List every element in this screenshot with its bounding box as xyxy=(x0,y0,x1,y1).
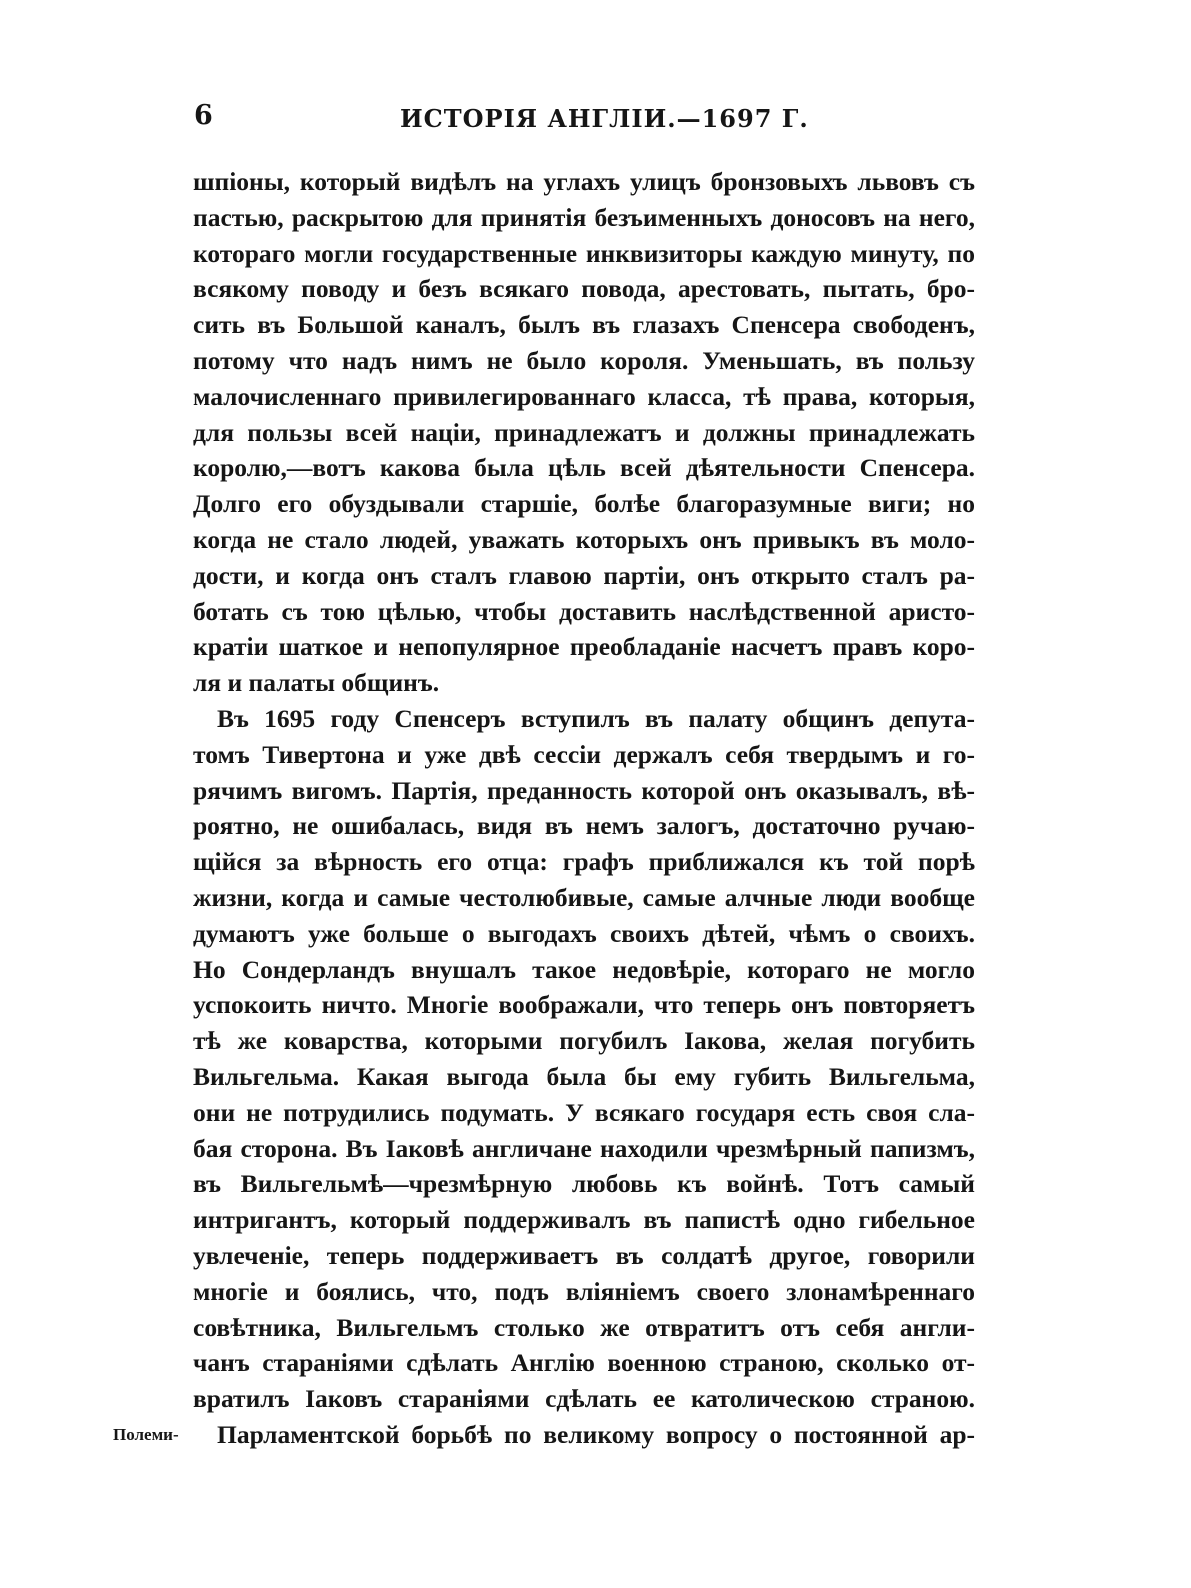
text-line: Вильгельма. Какая выгода была бы ему губить Вильгельма, xyxy=(193,1061,975,1091)
text-line: роятно, не ошибалась, видя въ немъ залогъ, достаточно ручаю- xyxy=(193,811,975,841)
text-line: ботать съ тою цѣлью, чтобы доставить наслѣдственной аристо- xyxy=(193,596,975,626)
text-line: многіе и боялись, что, подъ вліяніемъ своего злонамѣреннаго xyxy=(193,1276,975,1306)
text-line: шпіоны, который видѣлъ на углахъ улицъ бронзовыхъ львовъ съ xyxy=(193,167,975,196)
text-line: потому что надъ нимъ не было короля. Уменьшать, въ пользу xyxy=(193,345,975,375)
text-line: Парламентской борьбѣ по великому вопросу о постоянной ар- xyxy=(217,1419,975,1449)
text-line: дости, и когда онъ сталъ главою партіи, онъ открыто сталъ ра- xyxy=(193,560,975,590)
text-line: котораго могли государственные инквизиторы каждую минуту, по xyxy=(193,238,975,268)
text-line: бая сторона. Въ Іаковѣ англичане находили чрезмѣрный папизмъ, xyxy=(193,1133,975,1163)
margin-note: Полеми- xyxy=(113,1425,179,1444)
body-text xyxy=(193,164,975,1453)
text-line: щійся за вѣрность его отца: графъ приближался къ той порѣ xyxy=(193,847,975,877)
text-line: интригантъ, который поддерживалъ въ папистѣ одно гибельное xyxy=(193,1205,975,1235)
text-line: кратіи шаткое и непопулярное преобладаніе насчетъ правъ коро- xyxy=(193,632,975,662)
page-header xyxy=(0,100,1191,144)
text-line: рячимъ вигомъ. Партія, преданность которой онъ оказывалъ, вѣ- xyxy=(193,775,975,805)
text-line: Долго его обуздывали старшіе, болѣе благоразумные виги; но xyxy=(193,489,975,519)
text-line: успокоить ничто. Многіе воображали, что теперь онъ повторяетъ xyxy=(193,990,975,1020)
text-line: вратилъ Іаковъ стараніями сдѣлать ее католическою страною. xyxy=(193,1384,975,1414)
text-line: королю,—вотъ какова была цѣль всей дѣятельности Спенсера. xyxy=(193,453,975,483)
page-number: 6 xyxy=(194,100,213,131)
text-line: пастью, раскрытою для принятія безъименныхъ доносовъ на него, xyxy=(193,202,975,232)
text-line: сить въ Большой каналъ, былъ въ глазахъ Спенсера свободенъ, xyxy=(193,310,975,340)
text-line: Въ 1695 году Спенсеръ вступилъ въ палату общинъ депута- xyxy=(217,703,975,733)
text-line: когда не стало людей, уважать которыхъ онъ привыкъ въ моло- xyxy=(193,524,975,554)
text-line: малочисленнаго привилегированнаго класса, тѣ права, которыя, xyxy=(193,381,975,411)
text-line: Но Сондерландъ внушалъ такое недовѣріе, котораго не могло xyxy=(193,954,975,984)
text-line: увлеченіе, теперь поддерживаетъ въ солдатѣ другое, говорили xyxy=(193,1240,975,1270)
text-line: чанъ стараніями сдѣлать Англію военною страною, сколько от- xyxy=(193,1348,975,1378)
text-line: думаютъ уже больше о выгодахъ своихъ дѣтей, чѣмъ о своихъ. xyxy=(193,918,975,948)
text-line: для пользы всей націи, принадлежатъ и должны принадлежать xyxy=(193,417,975,447)
text-line: тѣ же коварства, которыми погубилъ Іакова, желая погубить xyxy=(193,1026,975,1056)
text-line: ля и палаты общинъ. xyxy=(193,668,440,698)
text-line: они не потрудились подумать. У всякаго государя есть своя сла- xyxy=(193,1097,975,1127)
text-line: совѣтника, Вильгельмъ столько же отвратитъ отъ себя англи- xyxy=(193,1312,975,1342)
text-line: жизни, когда и самые честолюбивые, самые алчные люди вообще xyxy=(193,882,975,912)
running-title: ИСТОРІЯ АНГЛІИ.—1697 Г. xyxy=(400,104,809,133)
text-line: всякому поводу и безъ всякаго повода, арестовать, пытать, бро- xyxy=(193,274,975,304)
text-line: томъ Тивертона и уже двѣ сессіи держалъ себя твердымъ и го- xyxy=(193,739,975,769)
text-line: въ Вильгельмѣ—чрезмѣрную любовь къ войнѣ. Тотъ самый xyxy=(193,1169,975,1199)
